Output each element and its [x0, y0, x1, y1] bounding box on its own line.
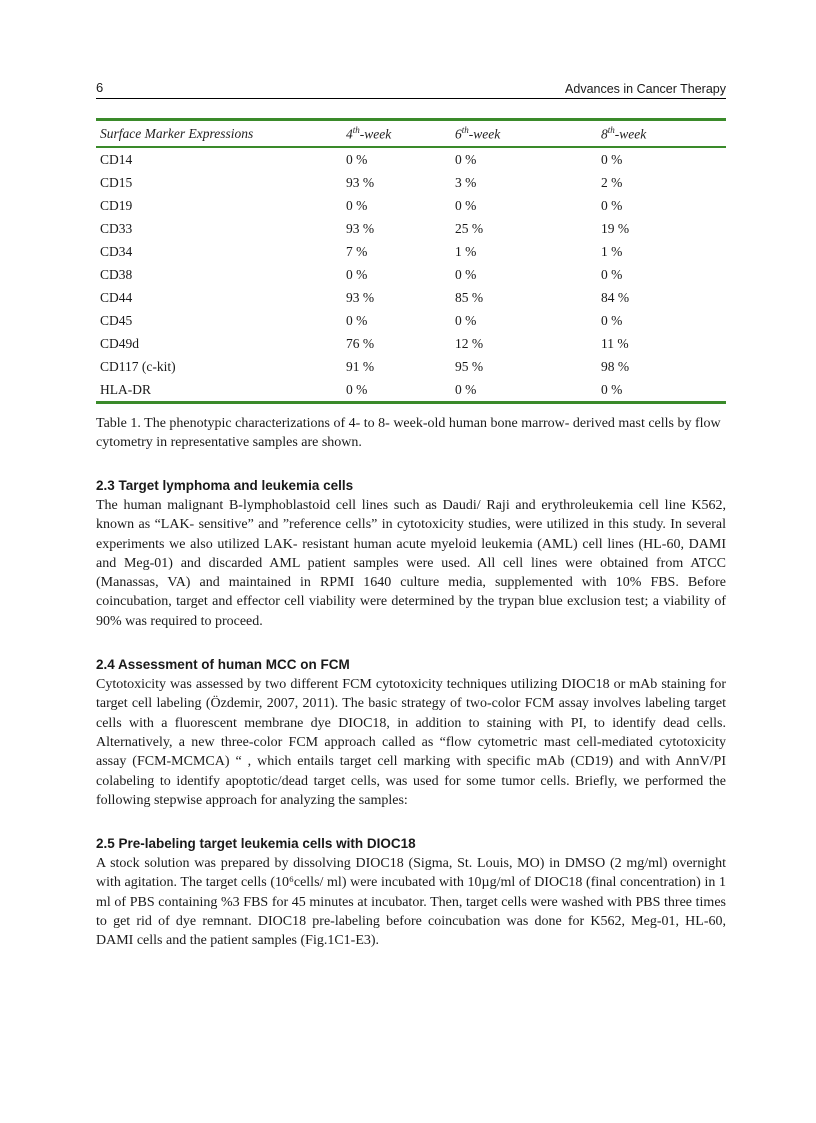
- percent-cell: 85 %: [455, 289, 484, 305]
- percent-cell: 0 %: [601, 151, 623, 167]
- marker-cell: CD19: [100, 197, 133, 213]
- marker-cell: CD117 (c-kit): [100, 358, 176, 374]
- percent-cell: 11 %: [601, 335, 629, 351]
- marker-cell: CD34: [100, 243, 133, 259]
- percent-cell: 0 %: [346, 381, 368, 397]
- percent-cell: 7 %: [346, 243, 368, 259]
- page: [96, 78, 726, 951]
- percent-cell: 93 %: [346, 174, 375, 190]
- table-body: [96, 147, 726, 403]
- percent-cell: 12 %: [455, 335, 484, 351]
- marker-cell: CD33: [100, 220, 133, 236]
- percent-cell: 0 %: [601, 381, 623, 397]
- journal-title: Advances in Cancer Therapy: [565, 82, 726, 96]
- percent-cell: 0 %: [346, 266, 368, 282]
- section-heading-2-5: 2.5 Pre-labeling target leukemia cells with DIOC18: [96, 836, 416, 852]
- running-header: [96, 78, 726, 99]
- table-row: [96, 147, 726, 171]
- percent-cell: 0 %: [346, 197, 368, 213]
- percent-cell: 0 %: [346, 151, 368, 167]
- page-number: 6: [96, 80, 104, 95]
- percent-cell: 0 %: [455, 151, 477, 167]
- table-row: [96, 217, 726, 240]
- marker-cell: CD14: [100, 151, 133, 167]
- percent-cell: 98 %: [601, 358, 630, 374]
- marker-cell: CD15: [100, 174, 133, 190]
- section-heading-2-4: 2.4 Assessment of human MCC on FCM: [96, 657, 350, 673]
- percent-cell: 84 %: [601, 289, 630, 305]
- marker-cell: CD38: [100, 266, 133, 282]
- percent-cell: 3 %: [455, 174, 477, 190]
- table-row: [96, 194, 726, 217]
- percent-cell: 19 %: [601, 220, 630, 236]
- table-row: [96, 355, 726, 378]
- column-header-week4: 4th-week: [342, 120, 451, 148]
- section-text-2-3: The human malignant B-lymphoblastoid cell lines such as Daudi/ Raji and erythroleukemia cell line K562, known as “LAK- sensitive” and ”reference cells” in cytotoxicity studies, were utilized in this study. In several experiments we also utilized LAK- resistant human acute myeloid leukemia (AML) cell lines (HL-60, DAMI and Meg-01) and discarded AML patient samples were used. All cell lines were obtained from ATCC (Manassas, VA) and maintained in RPMI 1640 culture media, supplemented with 10% FBS. Before coincubation, target and effector cell viability were determined by the trypan blue exclusion test; a viability of 90% was required to proceed.: [96, 498, 726, 629]
- column-header-week6: 6th-week: [451, 120, 597, 148]
- percent-cell: 0 %: [455, 312, 477, 328]
- marker-cell: CD49d: [100, 335, 140, 351]
- percent-cell: 0 %: [455, 197, 477, 213]
- table-header-row: [96, 120, 726, 148]
- percent-cell: 25 %: [455, 220, 484, 236]
- percent-cell: 0 %: [601, 312, 623, 328]
- percent-cell: 93 %: [346, 289, 375, 305]
- column-header-marker: Surface Marker Expressions: [96, 120, 342, 148]
- percent-cell: 76 %: [346, 335, 375, 351]
- marker-cell: HLA-DR: [100, 381, 151, 397]
- percent-cell: 0 %: [601, 266, 623, 282]
- percent-cell: 95 %: [455, 358, 484, 374]
- table-caption: Table 1. The phenotypic characterizations of 4- to 8- week-old human bone marrow- derived mast cells by flow cytometry in representative samples are shown.: [96, 416, 721, 450]
- percent-cell: 0 %: [346, 312, 368, 328]
- table-row: [96, 263, 726, 286]
- marker-cell: CD44: [100, 289, 133, 305]
- table-row: [96, 286, 726, 309]
- percent-cell: 0 %: [455, 266, 477, 282]
- percent-cell: 1 %: [455, 243, 477, 259]
- section-text-2-5: A stock solution was prepared by dissolving DIOC18 (Sigma, St. Louis, MO) in DMSO (2 mg/ml) overnight with agitation. The target cells (10⁶cells/ ml) were incubated with 10µg/ml of DIOC18 (final concentration) in 1 ml of PBS containing %3 FBS for 45 minutes at incubator. Then, target cells were washed with PBS three times to get rid of dye remnant. DIOC18 pre-labeling before coincubation was done for K562, Meg-01, HL-60, DAMI cells and the patient samples (Fig.1C1-E3).: [96, 856, 726, 949]
- table-row: [96, 309, 726, 332]
- percent-cell: 93 %: [346, 220, 375, 236]
- surface-marker-table: [96, 118, 726, 404]
- section-heading-2-3: 2.3 Target lymphoma and leukemia cells: [96, 478, 354, 493]
- percent-cell: 2 %: [601, 174, 623, 190]
- column-header-week8: 8th-week: [597, 120, 726, 148]
- table-row: [96, 240, 726, 263]
- section-text-2-4: Cytotoxicity was assessed by two different FCM cytotoxicity techniques utilizing DIOC18 or mAb staining for target cell labeling (Özdemir, 2007, 2011). The basic strategy of two-color FCM assay involves labeling target cells with a fluorescent membrane dye DIOC18, in addition to staining with PI, to identify dead cells. Alternatively, a new three-color FCM approach called as “flow cytometric mast cell-mediated cytotoxicity assay (FCM-MCMCA) “ , which entails target cell marking with specific mAb (CD19) and with AnnV/PI colabeling to identify apoptotic/dead target cells, was used for some tumor cells. Briefly, we performed the following stepwise approach for analyzing the samples:: [96, 677, 726, 808]
- table-row: [96, 332, 726, 355]
- table-row: [96, 171, 726, 194]
- percent-cell: 0 %: [455, 381, 477, 397]
- table-row: [96, 378, 726, 403]
- percent-cell: 1 %: [601, 243, 623, 259]
- marker-cell: CD45: [100, 312, 133, 328]
- percent-cell: 0 %: [601, 197, 623, 213]
- percent-cell: 91 %: [346, 358, 375, 374]
